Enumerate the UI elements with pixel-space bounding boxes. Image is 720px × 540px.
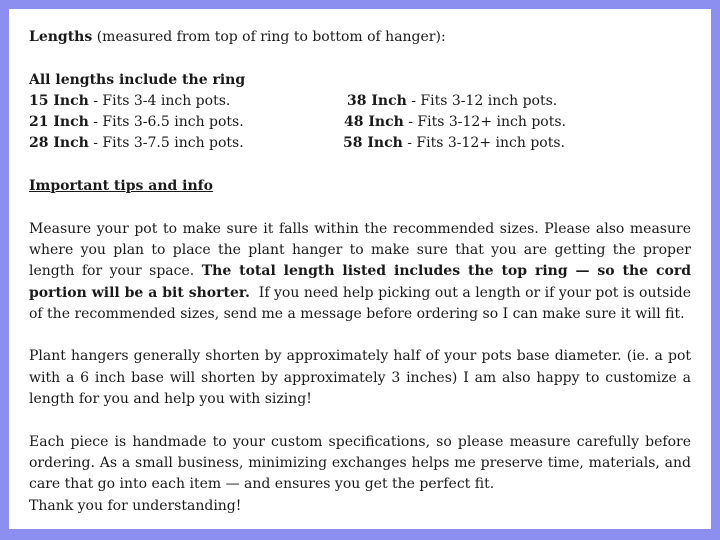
size-length: 15 Inch [29,92,89,109]
thanks-line: Thank you for understanding! [29,497,242,514]
help-text: If you need help picking out a length or if your pot is outside of the recommended sizes, send me a message before ordering so I can make sure it will fit. [29,284,696,322]
size-fit: - Fits 3-12+ inch pots. [402,135,565,152]
size-fit: - Fits 3-4 inch pots. [88,92,231,109]
measure-paragraph [29,219,696,325]
size-row [29,91,691,112]
size-length: 28 Inch [29,135,89,152]
ring-note: The total length listed includes the top ring — so the cord portion will be a bit shorter. [29,263,691,301]
tips-heading: Important tips and info [29,178,214,195]
size-length: 21 Inch [29,114,89,131]
size-length: 58 Inch [343,135,403,152]
size-fit: - Fits 3-12 inch pots. [406,92,558,109]
shorten-paragraph: Plant hangers generally shorten by approximately half of your pots base diameter. (ie. a pot with a 6 inch base will shorten by approximately 3 inches) I am also happy to customize a length for you and help you with sizing! [29,348,691,408]
lengths-note: (measured from top of ring to bottom of hanger): [92,29,446,45]
size-row [29,112,691,133]
size-row [29,133,691,154]
size-fit: - Fits 3-12+ inch pots. [403,114,566,131]
size-length: 48 Inch [344,114,404,131]
size-fit: - Fits 3-7.5 inch pots. [88,135,244,152]
measure-text: Measure your pot to make sure it falls within the recommended sizes. Please also measure where you plan to place the plant hanger to make sure that you are getting the proper length for your space. [29,220,691,280]
size-fit: - Fits 3-6.5 inch pots. [88,114,244,131]
info-card [9,9,711,529]
includes-ring-heading: All lengths include the ring [29,71,246,88]
size-length: 38 Inch [347,92,407,109]
lengths-heading [29,27,691,48]
handmade-paragraph: Each piece is handmade to your custom specifications, so please measure carefully before ordering. As a small business, minimizing exchanges helps me preserve time, materials, and care that go into each item — and ensures you get the perfect fit. [29,433,691,493]
lengths-label: Lengths [29,29,93,45]
